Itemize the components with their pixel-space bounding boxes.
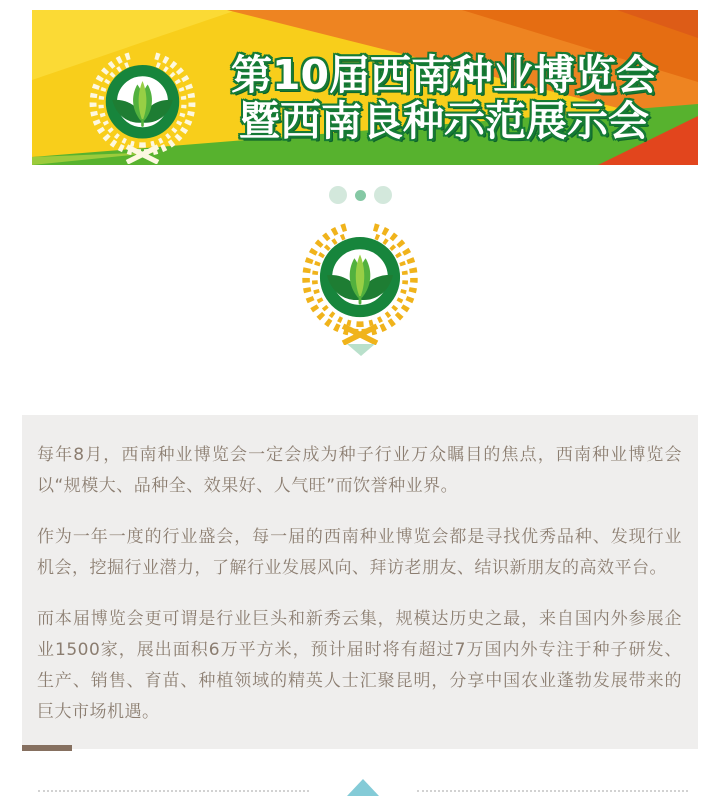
progress-bar [22,745,72,751]
up-triangle-icon [347,779,379,796]
banner-title [200,52,688,144]
divider-dots [0,185,720,205]
dot-middle-icon [355,190,366,201]
dotted-line-right [417,790,688,792]
dotted-line-left [38,790,309,792]
footer-divider [38,778,688,796]
expo-banner [32,10,698,165]
expo-wreath-logo-icon [294,213,426,345]
banner-wreath-logo-icon [82,43,203,164]
dot-right-icon [374,186,392,204]
banner-title-line2: 暨西南良种示范展示会 [239,97,649,145]
down-triangle-icon [347,344,375,356]
paragraph-3: 而本届博览会更可谓是行业巨头和新秀云集，规模达历史之最，来自国内外参展企业1500家，展出面积6万平方米，预计届时将有超过7万国内外专注于种子研发、生产、销售、育苗、种植领域的精英人士汇聚昆明，分享中国农业蓬勃发展带来的巨大市场机遇。 [37,609,682,722]
banner-title-line1: 第10届西南种业博览会 [230,51,658,99]
paragraph-1: 每年8月，西南种业博览会一定会成为种子行业万众瞩目的焦点，西南种业博览会以“规模大、品种全、效果好、人气旺”而饮誉种业界。 [37,445,682,496]
paragraph-2: 作为一年一度的行业盛会，每一届的西南种业博览会都是寻找优秀品种、发现行业机会，挖掘行业潜力，了解行业发展风向、拜访老朋友、结识新朋友的高效平台。 [37,527,682,578]
article-text-box [22,415,698,749]
dot-left-icon [329,186,347,204]
